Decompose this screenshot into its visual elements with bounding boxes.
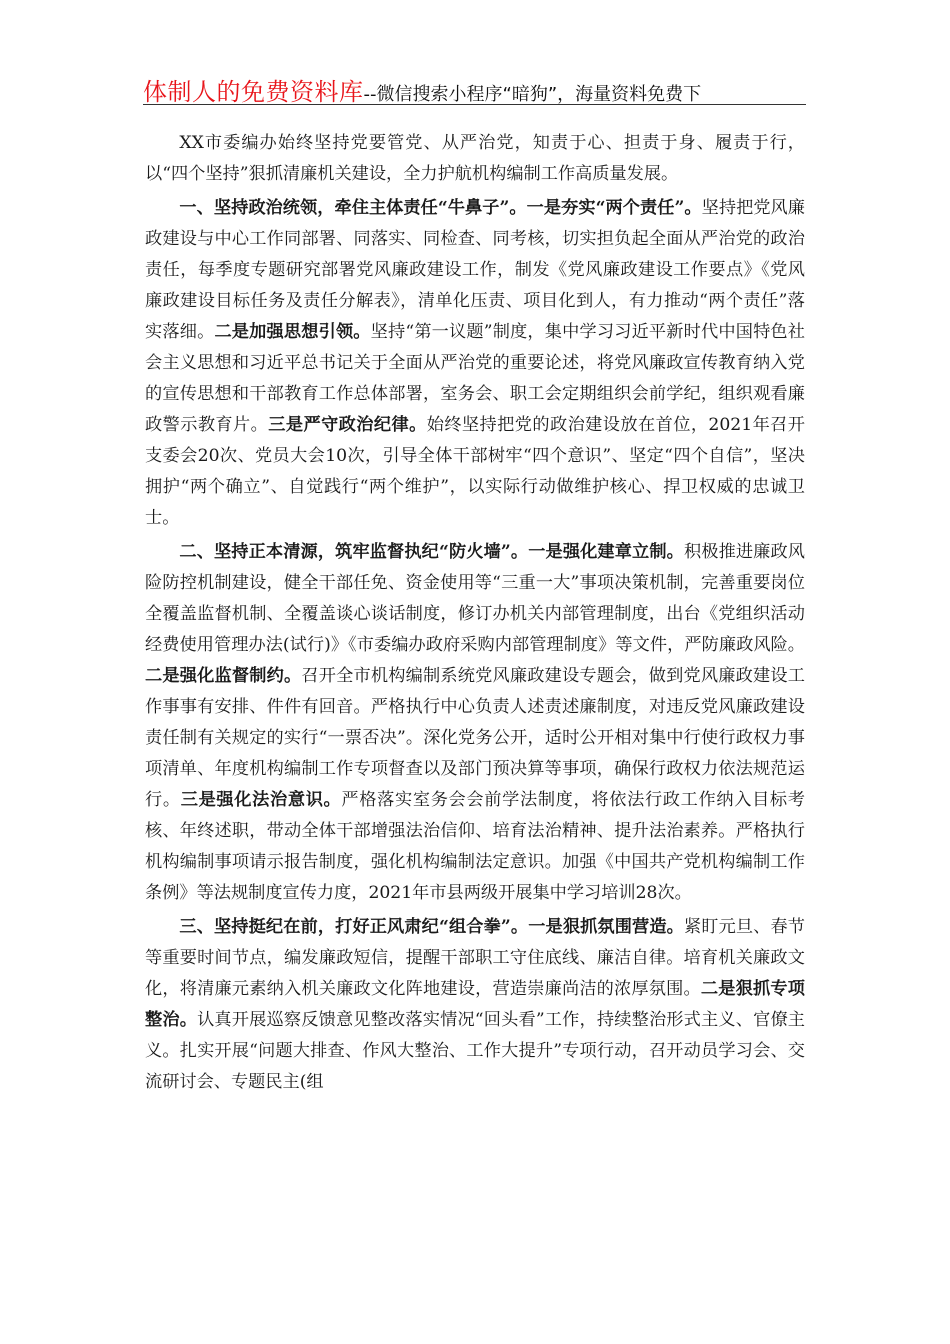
section-3-point-2-lead: 二是狠抓专项整治。 [145, 979, 805, 1030]
section-1-point-1-text: 坚持把党风廉政建设与中心工作同部署、同落实、同检查、同考核，切实担负起全面从严治党的政治责任，每季度专题研究部署党风廉政建设工作，制发《党风廉政建设工作要点》《党风廉政建设目标任务及责任分解表》，清单化压责、项目化到人，有力推动“两个责任”落实落细。 [145, 198, 805, 342]
section-3-heading: 三、坚持挺纪在前，打好正风肃纪“组合拳”。 [179, 917, 529, 937]
section-2-point-2-text: 召开全市机构编制系统党风廉政建设专题会，做到党风廉政建设工作事事有安排、件件有回音。严格执行中心负责人述责述廉制度，对违反党风廉政建设责任制有关规定的实行“一票否决”。深化党务公开，适时公开相对集中行使行政权力事项清单、年度机构编制工作专项督查以及部门预决算等事项，确保行政权力依法规范运行。 [145, 666, 805, 810]
section-2-heading: 二、坚持正本清源，筑牢监督执纪“防火墙”。 [179, 542, 529, 562]
section-3-point-1-lead: 一是狠抓氛围营造。 [528, 917, 684, 937]
section-3-point-2-text: 认真开展巡察反馈意见整改落实情况“回头看”工作，持续整治形式主义、官僚主义。扎实开展“问题大排查、作风大整治、工作大提升”专项行动，召开动员学习会、交流研讨会、专题民主(组 [145, 1010, 805, 1092]
section-1-point-3-lead: 三是严守政治纪律。 [268, 415, 427, 435]
section-2-point-1-lead: 一是强化建章立制。 [528, 542, 684, 562]
section-1-point-2-text: 坚持“第一议题”制度，集中学习习近平新时代中国特色社会主义思想和习近平总书记关于全面从严治党的重要论述，将党风廉政宣传教育纳入党的宣传思想和干部教育工作总体部署，室务会、职工会定期组织会前学纪，组织观看廉政警示教育片。 [145, 322, 805, 435]
section-1-heading: 一、坚持政治统领，牵住主体责任“牛鼻子”。 [179, 198, 527, 218]
intro-text: XX市委编办始终坚持党要管党、从严治党，知责于心、担责于身、履责于行，以“四个坚持”狠抓清廉机关建设，全力护航机构编制工作高质量发展。 [145, 133, 805, 184]
section-2-paragraph [145, 537, 805, 909]
section-3-point-1-text: 紧盯元旦、春节等重要时间节点，编发廉政短信，提醒干部职工守住底线、廉洁自律。培育机关廉政文化，将清廉元素纳入机关廉政文化阵地建设，营造崇廉尚洁的浓厚氛围。 [145, 917, 805, 999]
section-1-point-1-lead: 一是夯实“两个责任”。 [526, 198, 702, 218]
section-1-point-3-text: 始终坚持把党的政治建设放在首位，2021年召开支委会20次、党员大会10次，引导全体干部树牢“四个意识”、坚定“四个自信”，坚决拥护“两个确立”、自觉践行“两个维护”，以实际行动做维护核心、捍卫权威的忠诚卫士。 [145, 415, 805, 528]
page-header [143, 72, 806, 105]
section-2-point-2-lead: 二是强化监督制约。 [145, 666, 302, 686]
header-subtitle: --微信搜索小程序“暗狗”，海量资料免费下 [363, 84, 702, 105]
section-2-point-3-text: 严格落实室务会会前学法制度，将依法行政工作纳入目标考核、年终述职，带动全体干部增强法治信仰、培育法治精神、提升法治素养。严格执行机构编制事项请示报告制度，强化机构编制法定意识。加强《中国共产党机构编制工作条例》等法规制度宣传力度，2021年市县两级开展集中学习培训28次。 [145, 790, 805, 903]
section-1-point-2-lead: 二是加强思想引领。 [214, 322, 371, 342]
section-2-point-3-lead: 三是强化法治意识。 [180, 790, 342, 810]
header-title: 体制人的免费资料库 [143, 78, 364, 105]
document-body [145, 128, 805, 1098]
section-2-point-1-text: 积极推进廉政风险防控机制建设，健全干部任免、资金使用等“三重一大”事项决策机制，完善重要岗位全覆盖监督机制、全覆盖谈心谈话制度，修订办机关内部管理制度，出台《党组织活动经费使用管理办法(试行)》《市委编办政府采购内部管理制度》等文件，严防廉政风险。 [145, 542, 805, 655]
section-1-paragraph [145, 193, 805, 534]
intro-paragraph [145, 128, 805, 190]
section-3-paragraph [145, 912, 805, 1098]
